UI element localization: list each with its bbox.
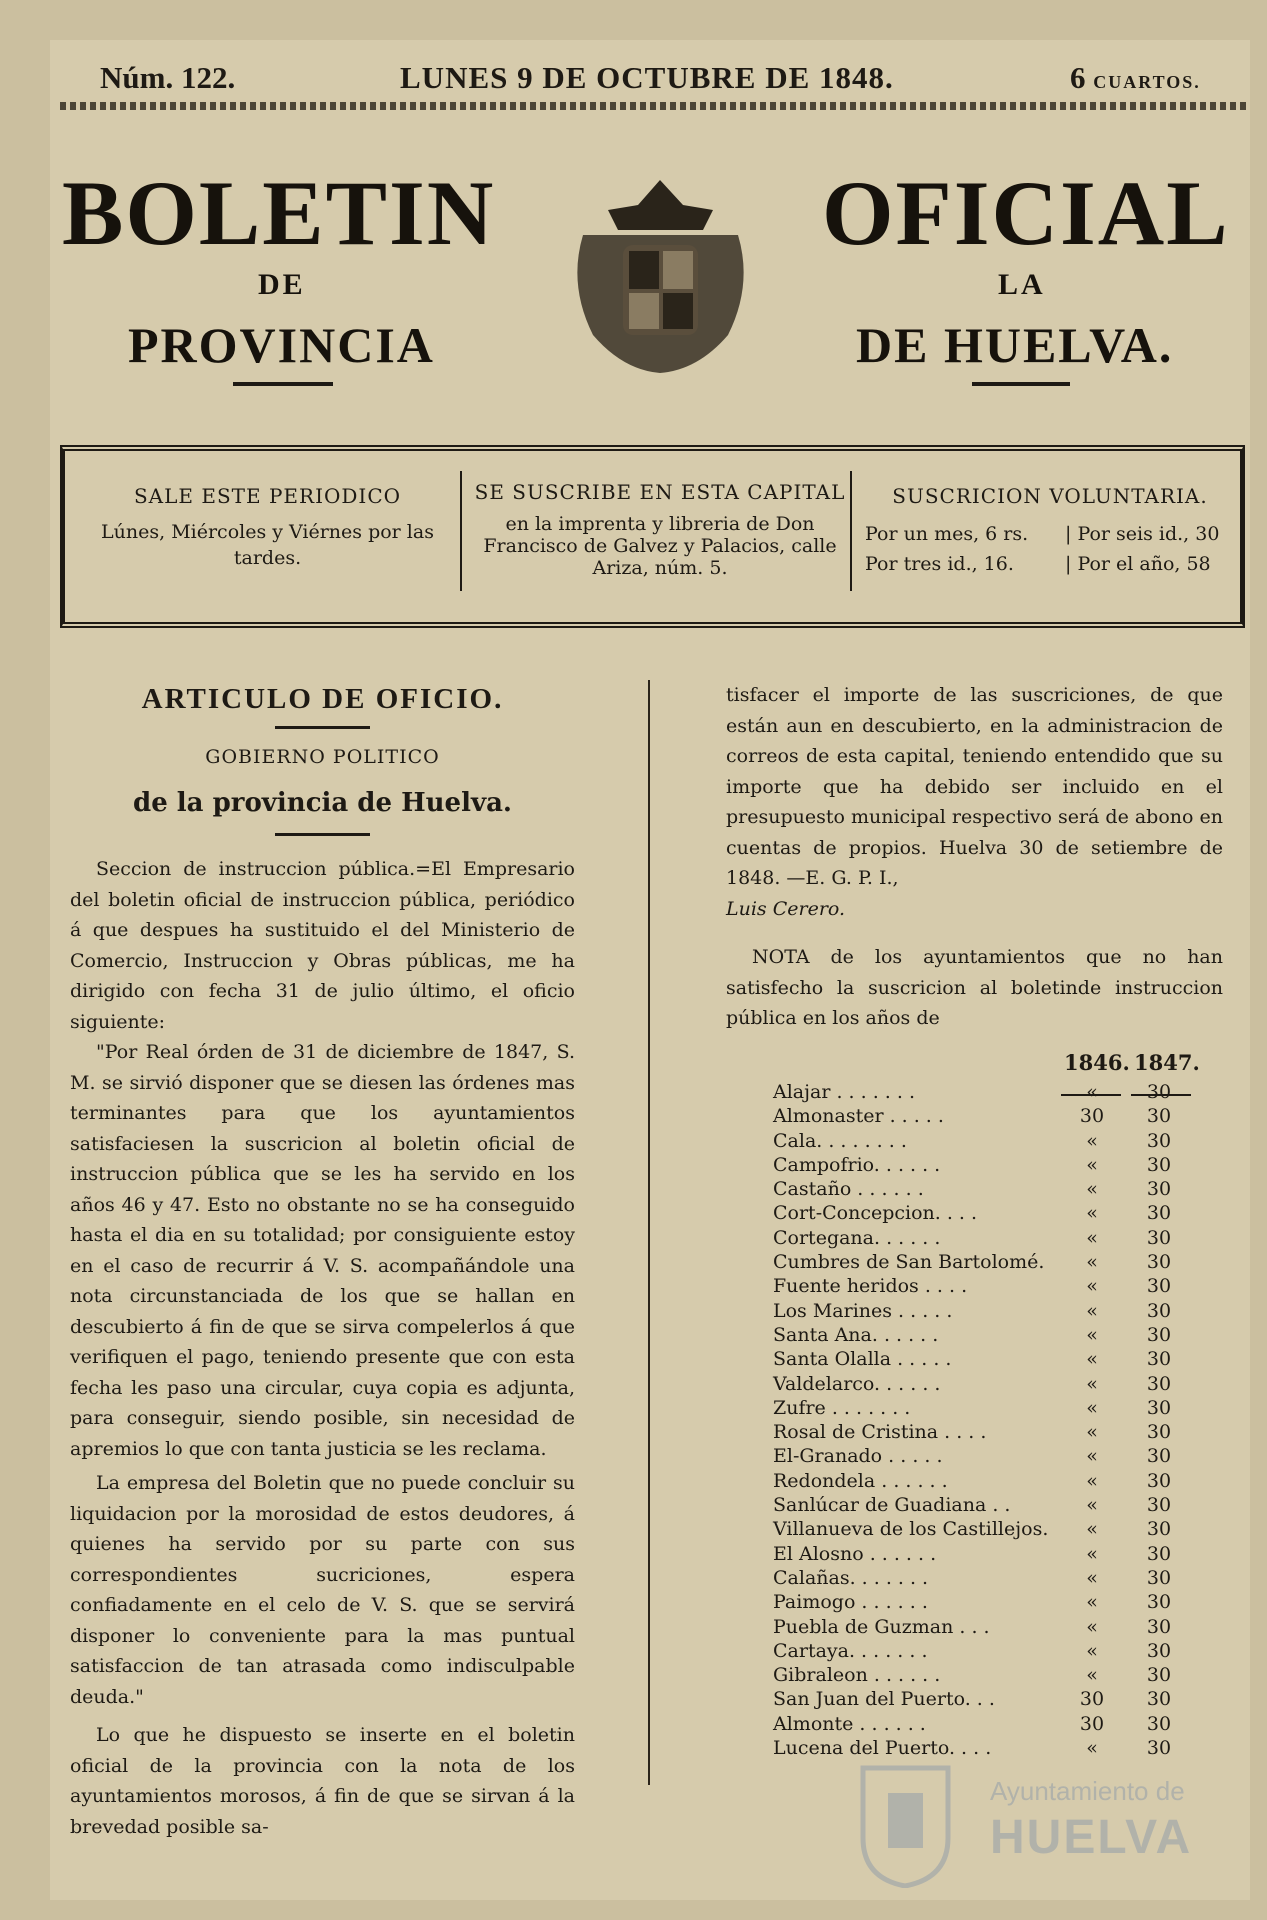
value-1846: «: [1086, 1081, 1098, 1103]
value-1846: «: [1086, 1494, 1098, 1517]
municipality-name: Campofrio. . . . . .: [773, 1153, 941, 1176]
value-1846: «: [1086, 1202, 1098, 1225]
voluntary-title: SUSCRICION VOLUNTARIA.: [892, 484, 1208, 508]
municipality-name: Santa Olalla . . . . .: [773, 1348, 952, 1371]
municipality-name: El Alosno . . . . . .: [773, 1542, 937, 1565]
municipality-name: Cartaya. . . . . . .: [773, 1639, 928, 1662]
value-1847: 30: [1146, 1469, 1172, 1492]
municipality-name: Sanlúcar de Guadiana . .: [773, 1494, 1011, 1517]
subscription-box: [60, 445, 1245, 628]
value-1846: «: [1086, 1372, 1098, 1395]
table-row: [773, 1250, 1183, 1274]
issue-header: [100, 60, 1230, 100]
price-list: [855, 519, 1245, 579]
value-1847: 30: [1146, 1421, 1172, 1444]
table-row: [773, 1153, 1183, 1177]
value-1847: 30: [1146, 1226, 1172, 1249]
value-1846: «: [1086, 1275, 1098, 1298]
municipality-name: Fuente heridos . . . .: [773, 1275, 968, 1298]
municipality-name: Almonte . . . . . .: [773, 1712, 926, 1735]
table-row: [773, 1469, 1183, 1493]
value-1846: «: [1086, 1469, 1098, 1492]
value-1847: 30: [1146, 1178, 1172, 1201]
price-three-months: Por tres id., 16.: [865, 553, 1014, 575]
table-row: [773, 1639, 1183, 1663]
municipality-name: Valdelarco. . . . . .: [773, 1372, 941, 1395]
column-divider: [460, 471, 462, 591]
issue-price: 6 CUARTOS.: [1070, 60, 1201, 95]
value-1847: 30: [1146, 1396, 1172, 1419]
masthead-right-rule: [972, 382, 1070, 386]
year-1846: 1846.: [1064, 1049, 1130, 1075]
value-1847: 30: [1146, 1639, 1172, 1662]
value-1846: «: [1086, 1737, 1098, 1760]
table-row: [773, 1420, 1183, 1444]
value-1846: «: [1086, 1323, 1098, 1346]
city-shield-icon: [858, 1758, 953, 1888]
value-1846: «: [1086, 1178, 1098, 1201]
value-1847: 30: [1146, 1153, 1172, 1176]
value-1847: 30: [1146, 1518, 1172, 1541]
masthead-left-sub: PROVINCIA: [128, 317, 435, 373]
value-1847: 30: [1146, 1542, 1172, 1565]
article-left-column: [70, 680, 575, 1842]
schedule-text: Lúnes, Miércoles y Viérnes por las tardes.: [101, 521, 434, 569]
municipality-name: Cumbres de San Bartolomé.: [773, 1251, 1045, 1274]
table-row: [773, 1080, 1183, 1104]
value-1846: «: [1086, 1518, 1098, 1541]
table-row: [773, 1347, 1183, 1371]
value-1846: «: [1086, 1542, 1098, 1565]
value-1846: 30: [1079, 1688, 1105, 1711]
municipality-name: Castaño . . . . . .: [773, 1178, 924, 1201]
value-1847: 30: [1146, 1348, 1172, 1371]
municipality-name: Gibraleon . . . . . .: [773, 1664, 941, 1687]
table-row: [773, 1104, 1183, 1128]
paragraph-5: tisfacer el importe de las suscriciones, de que están aun en descubierto, en la administracion de correos de esta capital, teniendo entendido que su importe que ha debido ser incluido en el presupuesto municipal respectivo será de abono en cuentas de propios. Huelva 30 de setiembre de 1848. —E. G. P. I., Luis Cerero.: [726, 684, 1223, 920]
ayuntamiento-watermark: [858, 1758, 1193, 1888]
municipality-name: Los Marines . . . . .: [773, 1299, 953, 1322]
value-1846: «: [1086, 1421, 1098, 1444]
subscribe-title: SE SUSCRIBE EN ESTA CAPITAL: [474, 480, 846, 504]
table-row: [773, 1566, 1183, 1590]
issue-date: LUNES 9 DE OCTUBRE DE 1848.: [400, 60, 894, 95]
municipality-name: Alajar . . . . . . .: [773, 1081, 915, 1103]
value-1847: 30: [1146, 1202, 1172, 1225]
table-row: [773, 1226, 1183, 1250]
municipality-name: San Juan del Puerto. . .: [773, 1688, 995, 1711]
table-row: [773, 1323, 1183, 1347]
schedule-title: SALE ESTE PERIODICO: [133, 484, 402, 508]
value-1846: «: [1086, 1396, 1098, 1419]
schedule-column: [80, 483, 455, 571]
municipality-name: Calañas. . . . . . .: [773, 1566, 929, 1589]
paragraph-4: Lo que he dispuesto se inserte en el boletin oficial de la provincia con la nota de los ayuntamientos morosos, á fin de que se sirvan á la brevedad posible sa-: [70, 1724, 575, 1838]
value-1846: «: [1086, 1639, 1098, 1662]
value-1847: 30: [1146, 1664, 1172, 1687]
table-row: [773, 1712, 1183, 1736]
municipality-name: Lucena del Puerto. . . .: [773, 1737, 992, 1760]
column-separator: [648, 680, 650, 1785]
masthead-left-title: BOLETIN: [62, 162, 496, 264]
value-1846: «: [1086, 1445, 1098, 1468]
municipality-name: Redondela . . . . . .: [773, 1469, 948, 1492]
issue-number: Núm. 122.: [100, 60, 236, 95]
year-1847: 1847.: [1134, 1049, 1200, 1075]
paragraph-1: Seccion de instruccion pública.=El Empresario del boletin oficial de instruccion pública, periódico á que despues ha sustituido el del Ministerio de Comercio, Instruccion y Obras públicas, me ha dirigido con fecha 31 de julio último, el oficio siguiente:: [70, 858, 575, 1033]
paragraph-3: La empresa del Boletin que no puede concluir su liquidacion por la morosidad de estos deudores, á quienes ha servido por su parte con sus correspondientes sucriciones, espera confiadamente en el celo de V. S. que se servirá disponer lo conveniente para la mas puntual satisfaccion de tan atrasada como indisculpable deuda.": [70, 1472, 575, 1708]
masthead-left-small: DE: [258, 268, 306, 301]
table-row: [773, 1201, 1183, 1225]
price-year: | Por el año, 58: [1065, 553, 1211, 575]
masthead-right-sub: DE HUELVA.: [856, 317, 1174, 373]
municipality-name: Cortegana. . . . . .: [773, 1226, 941, 1249]
municipality-name: Paimogo . . . . . .: [773, 1591, 928, 1614]
paragraph-2: "Por Real órden de 31 de diciembre de 1847, S. M. se sirvió disponer que se diesen las órdenes mas terminantes para que los ayuntamientos satisfaciesen la suscricion al boletin oficial de instruccion pública que se les ha servido en los años 46 y 47. Esto no obstante no se ha conseguido hasta el dia en su totalidad; por consiguiente estoy en el caso de recurrir á V. S. acompañándole una nota circunstanciada de los que se hallan en descubierto á fin de que se sirva compelerlos á que verifiquen el pago, teniendo presente que con esta fecha les paso una circular, cuya copia es adjunta, para conseguir, siendo posible, sin necesidad de apremios lo que con tanta justicia se les reclama.: [70, 1041, 575, 1460]
value-1846: «: [1086, 1299, 1098, 1322]
price-month: Por un mes, 6 rs.: [865, 523, 1029, 545]
nota-text: NOTA de los ayuntamientos que no han satisfecho la suscricion al boletinde instruccion pública en los años de: [726, 946, 1223, 1029]
value-1847: 30: [1146, 1566, 1172, 1589]
value-1847: 30: [1146, 1494, 1172, 1517]
table-row: [773, 1687, 1183, 1711]
table-row: [773, 1372, 1183, 1396]
value-1846: «: [1086, 1566, 1098, 1589]
municipality-name: Zufre . . . . . . .: [773, 1396, 911, 1419]
municipality-name: Rosal de Cristina . . . .: [773, 1421, 987, 1444]
masthead-right-title: OFICIAL: [822, 162, 1230, 264]
value-1847: 30: [1146, 1275, 1172, 1298]
value-1847: 30: [1146, 1445, 1172, 1468]
table-row: [773, 1663, 1183, 1687]
decorative-border: [60, 102, 1250, 110]
article-subheading-province: de la provincia de Huelva.: [133, 788, 512, 818]
value-1847: 30: [1146, 1299, 1172, 1322]
watermark-line-1: Ayuntamiento de: [990, 1776, 1185, 1806]
value-1846: «: [1086, 1348, 1098, 1371]
value-1846: «: [1086, 1615, 1098, 1638]
table-row: [773, 1274, 1183, 1298]
table-row: [773, 1129, 1183, 1153]
value-1846: «: [1086, 1251, 1098, 1274]
years-header: [726, 1042, 1223, 1086]
table-row: [773, 1736, 1183, 1760]
article-heading: ARTICULO DE OFICIO.: [141, 683, 504, 715]
municipality-name: Almonaster . . . . .: [773, 1105, 944, 1128]
heading-rule: [275, 726, 370, 729]
signature: Luis Cerero.: [726, 897, 846, 920]
value-1847: 30: [1146, 1372, 1172, 1395]
value-1846: «: [1086, 1129, 1098, 1152]
value-1847: 30: [1146, 1323, 1172, 1346]
value-1847: 30: [1146, 1081, 1172, 1103]
table-row: [773, 1615, 1183, 1639]
table-row: [773, 1299, 1183, 1323]
table-row: [773, 1517, 1183, 1541]
column-divider: [850, 471, 852, 591]
value-1847: 30: [1146, 1129, 1172, 1152]
table-row: [773, 1542, 1183, 1566]
table-row: [773, 1396, 1183, 1420]
value-1846: 30: [1079, 1105, 1105, 1128]
municipality-name: Villanueva de los Castillejos.: [773, 1518, 1049, 1541]
masthead-left-rule: [233, 382, 333, 386]
municipality-name: Cala. . . . . . . .: [773, 1129, 907, 1152]
municipality-name: El-Granado . . . . .: [773, 1445, 943, 1468]
article-right-column: [726, 680, 1223, 1106]
value-1846: «: [1086, 1153, 1098, 1176]
table-row: [773, 1177, 1183, 1201]
subscribe-column: [465, 481, 855, 579]
subscribe-text: en la imprenta y libreria de Don Francisco de Galvez y Palacios, calle Ariza, núm. 5.: [483, 513, 837, 579]
value-1847: 30: [1146, 1712, 1172, 1735]
subheading-rule: [275, 833, 370, 836]
value-1847: 30: [1146, 1251, 1172, 1274]
voluntary-column: [855, 483, 1245, 579]
value-1846: «: [1086, 1664, 1098, 1687]
value-1846: «: [1086, 1591, 1098, 1614]
value-1847: 30: [1146, 1105, 1172, 1128]
article-subheading: GOBIERNO POLITICO: [205, 746, 440, 768]
value-1847: 30: [1146, 1591, 1172, 1614]
ayuntamientos-table: [773, 1080, 1183, 1760]
municipality-name: Cort-Concepcion. . . .: [773, 1202, 978, 1225]
masthead-right-small: LA: [998, 268, 1046, 301]
table-row: [773, 1444, 1183, 1468]
value-1846: «: [1086, 1226, 1098, 1249]
value-1847: 30: [1146, 1688, 1172, 1711]
municipality-name: Santa Ana. . . . . .: [773, 1323, 939, 1346]
price-six-months: | Por seis id., 30: [1065, 523, 1220, 545]
value-1847: 30: [1146, 1615, 1172, 1638]
coat-of-arms-icon: [563, 175, 758, 375]
municipality-name: Puebla de Guzman . . .: [773, 1615, 990, 1638]
value-1846: 30: [1079, 1712, 1105, 1735]
table-row: [773, 1590, 1183, 1614]
value-1847: 30: [1146, 1737, 1172, 1760]
watermark-line-2: HUELVA: [990, 1811, 1193, 1864]
table-row: [773, 1493, 1183, 1517]
